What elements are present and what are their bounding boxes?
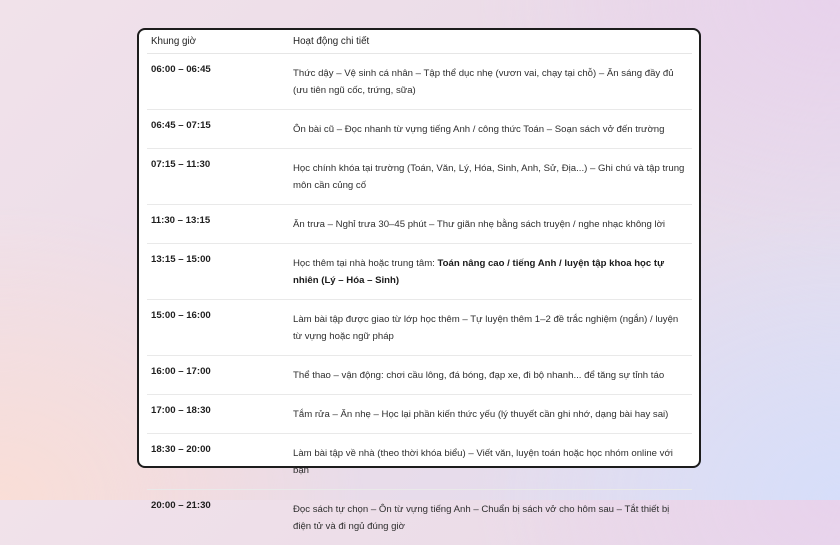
time-column-header: Khung giờ — [147, 30, 289, 54]
activity-text: Học thêm tại nhà hoặc trung tâm: — [293, 258, 438, 269]
time-cell: 20:00 – 21:30 — [147, 490, 289, 545]
time-cell: 16:00 – 17:00 — [147, 356, 289, 395]
activity-bold-text: Toán nâng cao / tiếng Anh / luyện tập khoa học tự nhiên (Lý – Hóa – Sinh) — [293, 258, 664, 286]
table-row — [147, 149, 692, 205]
time-cell: 15:00 – 16:00 — [147, 300, 289, 356]
activity-cell: Tắm rửa – Ăn nhẹ – Học lại phần kiến thức yếu (lý thuyết cần ghi nhớ, dạng bài hay sai) — [289, 395, 692, 434]
table-row — [147, 490, 692, 545]
schedule-card — [137, 28, 701, 468]
table-row — [147, 300, 692, 356]
time-cell: 17:00 – 18:30 — [147, 395, 289, 434]
schedule-table — [147, 30, 692, 545]
table-row — [147, 395, 692, 434]
time-cell: 06:00 – 06:45 — [147, 54, 289, 110]
activity-cell: Thể thao – vận động: chơi cầu lông, đá bóng, đạp xe, đi bộ nhanh... để tăng sự tỉnh táo — [289, 356, 692, 395]
table-row — [147, 205, 692, 244]
activity-cell: Làm bài tập về nhà (theo thời khóa biểu) – Viết văn, luyện toán hoặc học nhóm online với bạn — [289, 434, 692, 490]
time-cell: 06:45 – 07:15 — [147, 110, 289, 149]
activity-cell — [289, 244, 692, 300]
activity-cell: Thức dậy – Vệ sinh cá nhân – Tập thể dục nhẹ (vươn vai, chạy tại chỗ) – Ăn sáng đầy đủ (ưu tiên ngũ cốc, trứng, sữa) — [289, 54, 692, 110]
table-row — [147, 434, 692, 490]
table-row — [147, 110, 692, 149]
activity-cell: Đọc sách tự chọn – Ôn từ vựng tiếng Anh – Chuẩn bị sách vở cho hôm sau – Tắt thiết bị điện tử và đi ngủ đúng giờ — [289, 490, 692, 545]
table-row — [147, 54, 692, 110]
table-row — [147, 244, 692, 300]
activity-cell: Học chính khóa tại trường (Toán, Văn, Lý, Hóa, Sinh, Anh, Sử, Địa...) – Ghi chú và tập trung môn cần củng cố — [289, 149, 692, 205]
activity-cell: Ăn trưa – Nghỉ trưa 30–45 phút – Thư giãn nhẹ bằng sách truyện / nghe nhạc không lời — [289, 205, 692, 244]
time-cell: 13:15 – 15:00 — [147, 244, 289, 300]
activity-cell: Làm bài tập được giao từ lớp học thêm – Tự luyện thêm 1–2 đề trắc nghiệm (ngắn) / luyện từ vựng hoặc ngữ pháp — [289, 300, 692, 356]
activity-column-header: Hoạt động chi tiết — [289, 30, 692, 54]
time-cell: 18:30 – 20:00 — [147, 434, 289, 490]
activity-cell: Ôn bài cũ – Đọc nhanh từ vựng tiếng Anh / công thức Toán – Soạn sách vở đến trường — [289, 110, 692, 149]
time-cell: 11:30 – 13:15 — [147, 205, 289, 244]
table-row — [147, 356, 692, 395]
time-cell: 07:15 – 11:30 — [147, 149, 289, 205]
table-header-row — [147, 30, 692, 54]
